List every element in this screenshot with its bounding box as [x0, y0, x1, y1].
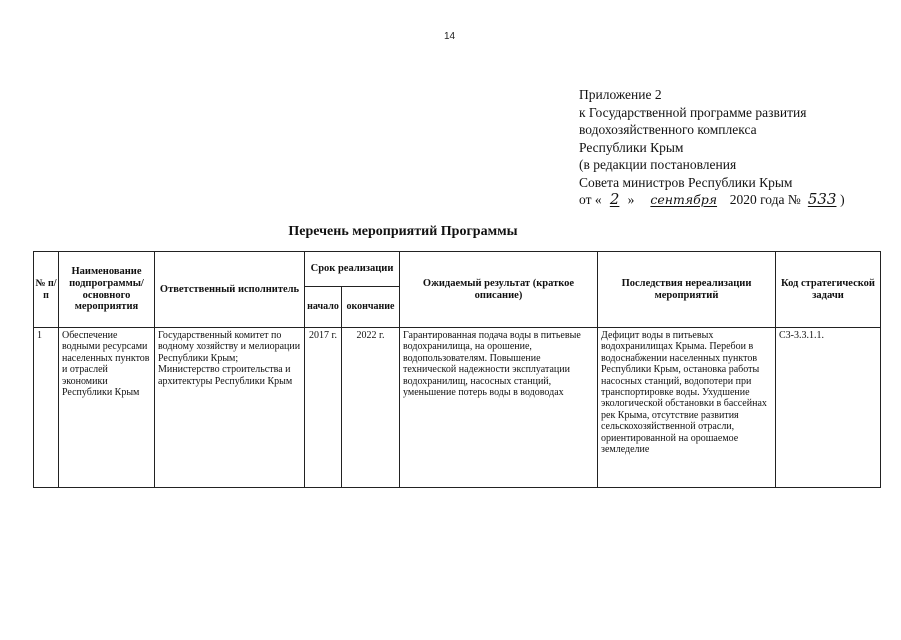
executor-item: Государственный комитет по водному хозяйству и мелиорации Республики Крым; — [158, 330, 301, 364]
header-num: № п/п — [34, 252, 59, 328]
cell-consequences: Дефицит воды в питьевых водохранилищах Крыма. Перебои в водоснабжении населенных пунктов Республики Крым, остановка работы насосных станций, водопотери при транспортировке воды. Ухудшение экологической обстановки в бассейнах рек Крыма, отсутствие развития сельскохозяйственной отрасли, ориентированной на орошаемое земледелие — [598, 328, 776, 488]
date-suffix: 2020 года № — [729, 192, 801, 207]
appendix-line: к Государственной программе развития — [579, 104, 807, 120]
header-term: Срок реализации — [305, 252, 400, 287]
header-end: окончание — [342, 287, 400, 328]
cell-start: 2017 г. — [305, 328, 342, 488]
table-header-row — [34, 252, 881, 287]
header-consequences: Последствия нереализации мероприятий — [598, 252, 776, 328]
date-mid: » — [627, 192, 635, 207]
handwritten-day: 2 — [609, 190, 620, 208]
handwritten-month: сентября — [650, 192, 718, 207]
appendix-line: Республики Крым — [579, 139, 684, 155]
appendix-date-line — [579, 191, 845, 209]
events-table — [33, 251, 881, 488]
header-start: начало — [305, 287, 342, 328]
cell-code: С3-3.3.1.1. — [776, 328, 881, 488]
header-name: Наименование подпрограммы/ основного мероприятия — [59, 252, 155, 328]
cell-result: Гарантированная подача воды в питьевые водохранилища, на орошение, водопользователям. Повышение технической надежности эксплуатации водохранилищ, насосных станций, уменьшение потерь воды в водоводах — [400, 328, 598, 488]
handwritten-doc-number: 533 — [807, 190, 837, 208]
cell-num: 1 — [34, 328, 59, 488]
header-code: Код стратегической задачи — [776, 252, 881, 328]
cell-name: Обеспечение водными ресурсами населенных пунктов и отраслей экономики Республики Крым — [59, 328, 155, 488]
date-prefix: от « — [579, 192, 602, 207]
cell-end: 2022 г. — [342, 328, 400, 488]
table-row — [34, 328, 881, 488]
page-number: 14 — [444, 31, 456, 42]
header-result: Ожидаемый результат (краткое описание) — [400, 252, 598, 328]
appendix-line: Совета министров Республики Крым — [579, 174, 793, 190]
appendix-line: водохозяйственного комплекса — [579, 122, 757, 137]
cell-executor — [155, 328, 305, 488]
executor-item: Министерство строительства и архитектуры Республики Крым — [158, 364, 293, 387]
header-executor: Ответственный исполнитель — [155, 252, 305, 328]
appendix-line: (в редакции постановления — [579, 157, 737, 172]
appendix-line: Приложение 2 — [579, 87, 662, 102]
appendix-block — [579, 86, 845, 209]
document-title: Перечень мероприятий Программы — [288, 224, 518, 239]
date-close: ) — [840, 192, 845, 207]
